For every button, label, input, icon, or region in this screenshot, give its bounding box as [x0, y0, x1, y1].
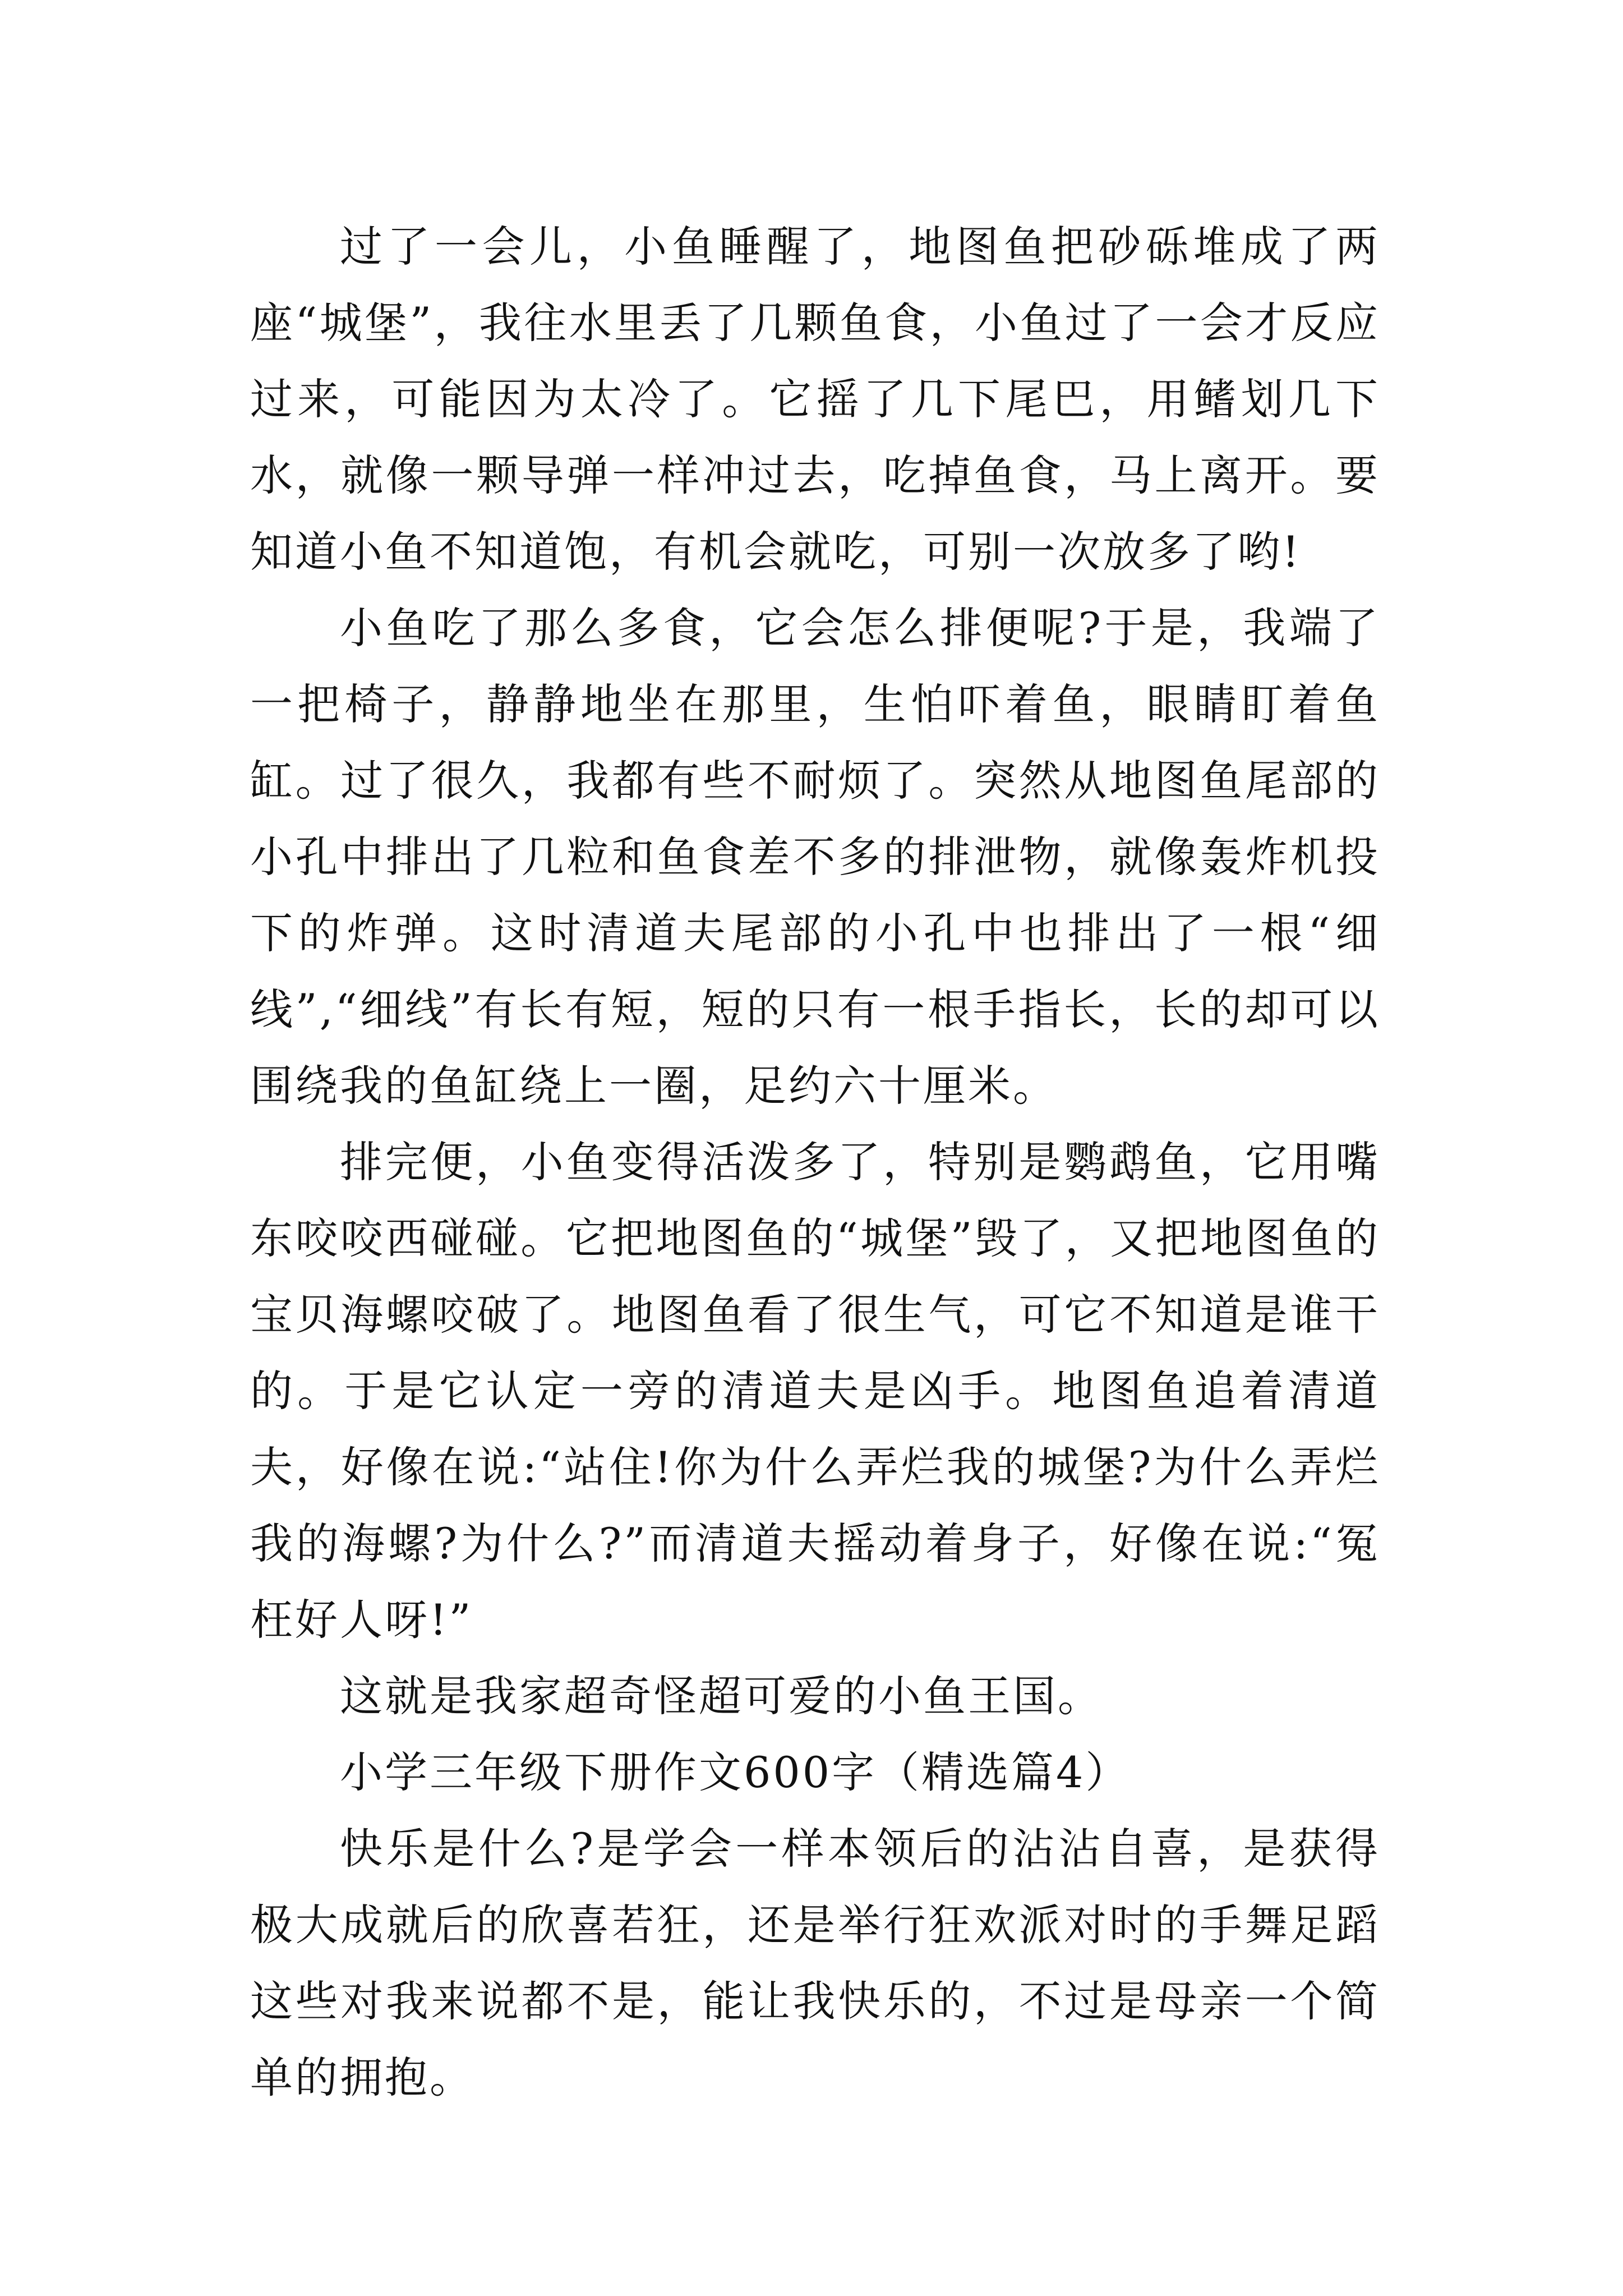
paragraph-fish-waking: 过了一会儿，小鱼睡醒了，地图鱼把砂砾堆成了两座“城堡”，我往水里丢了几颗鱼食，小鱼过了一会才反应过来，可能因为太冷了。它摇了几下尾巴，用鳍划几下水，就像一颗导弹一样冲过去，吃掉鱼食，马上离开。要知道小鱼不知道饱，有机会就吃，可别一次放多了哟! [250, 222, 1380, 577]
section-heading: 小学三年级下册作文600字（精选篇4） [340, 1747, 1131, 1797]
paragraph-fish-excretion: 小鱼吃了那么多食，它会怎么排便呢?于是，我端了一把椅子，静静地坐在那里，生怕吓着鱼，眼睛盯着鱼缸。过了很久，我都有些不耐烦了。突然从地图鱼尾部的小孔中排出了几粒和鱼食差不多的排泄物，就像轰炸机投下的炸弹。这时清道夫尾部的小孔中也排出了一根“细线”,“细线”有长有短，短的只有一根手指长，长的却可以围绕我的鱼缸绕上一圈，足约六十厘米。 [250, 603, 1380, 1111]
paragraph-happiness: 快乐是什么?是学会一样本领后的沾沾自喜，是获得极大成就后的欣喜若狂，还是举行狂欢派对时的手舞足蹈这些对我来说都不是，能让我快乐的，不过是母亲一个简单的拥抱。 [250, 1824, 1380, 2102]
paragraph-fish-kingdom: 这就是我家超奇怪超可爱的小鱼王国。 [340, 1671, 1103, 1721]
paragraph-parrot-fish: 排完便，小鱼变得活泼多了，特别是鹦鹉鱼，它用嘴东咬咬西碰碰。它把地图鱼的“城堡”毁了，又把地图鱼的宝贝海螺咬破了。地图鱼看了很生气，可它不知道是谁干的。于是它认定一旁的清道夫是凶手。地图鱼追着清道夫，好像在说:“站住!你为什么弄烂我的城堡?为什么弄烂我的海螺?为什么?”而清道夫摇动着身子，好像在说:“冤枉好人呀!” [250, 1137, 1380, 1645]
document-body [250, 209, 1380, 2116]
